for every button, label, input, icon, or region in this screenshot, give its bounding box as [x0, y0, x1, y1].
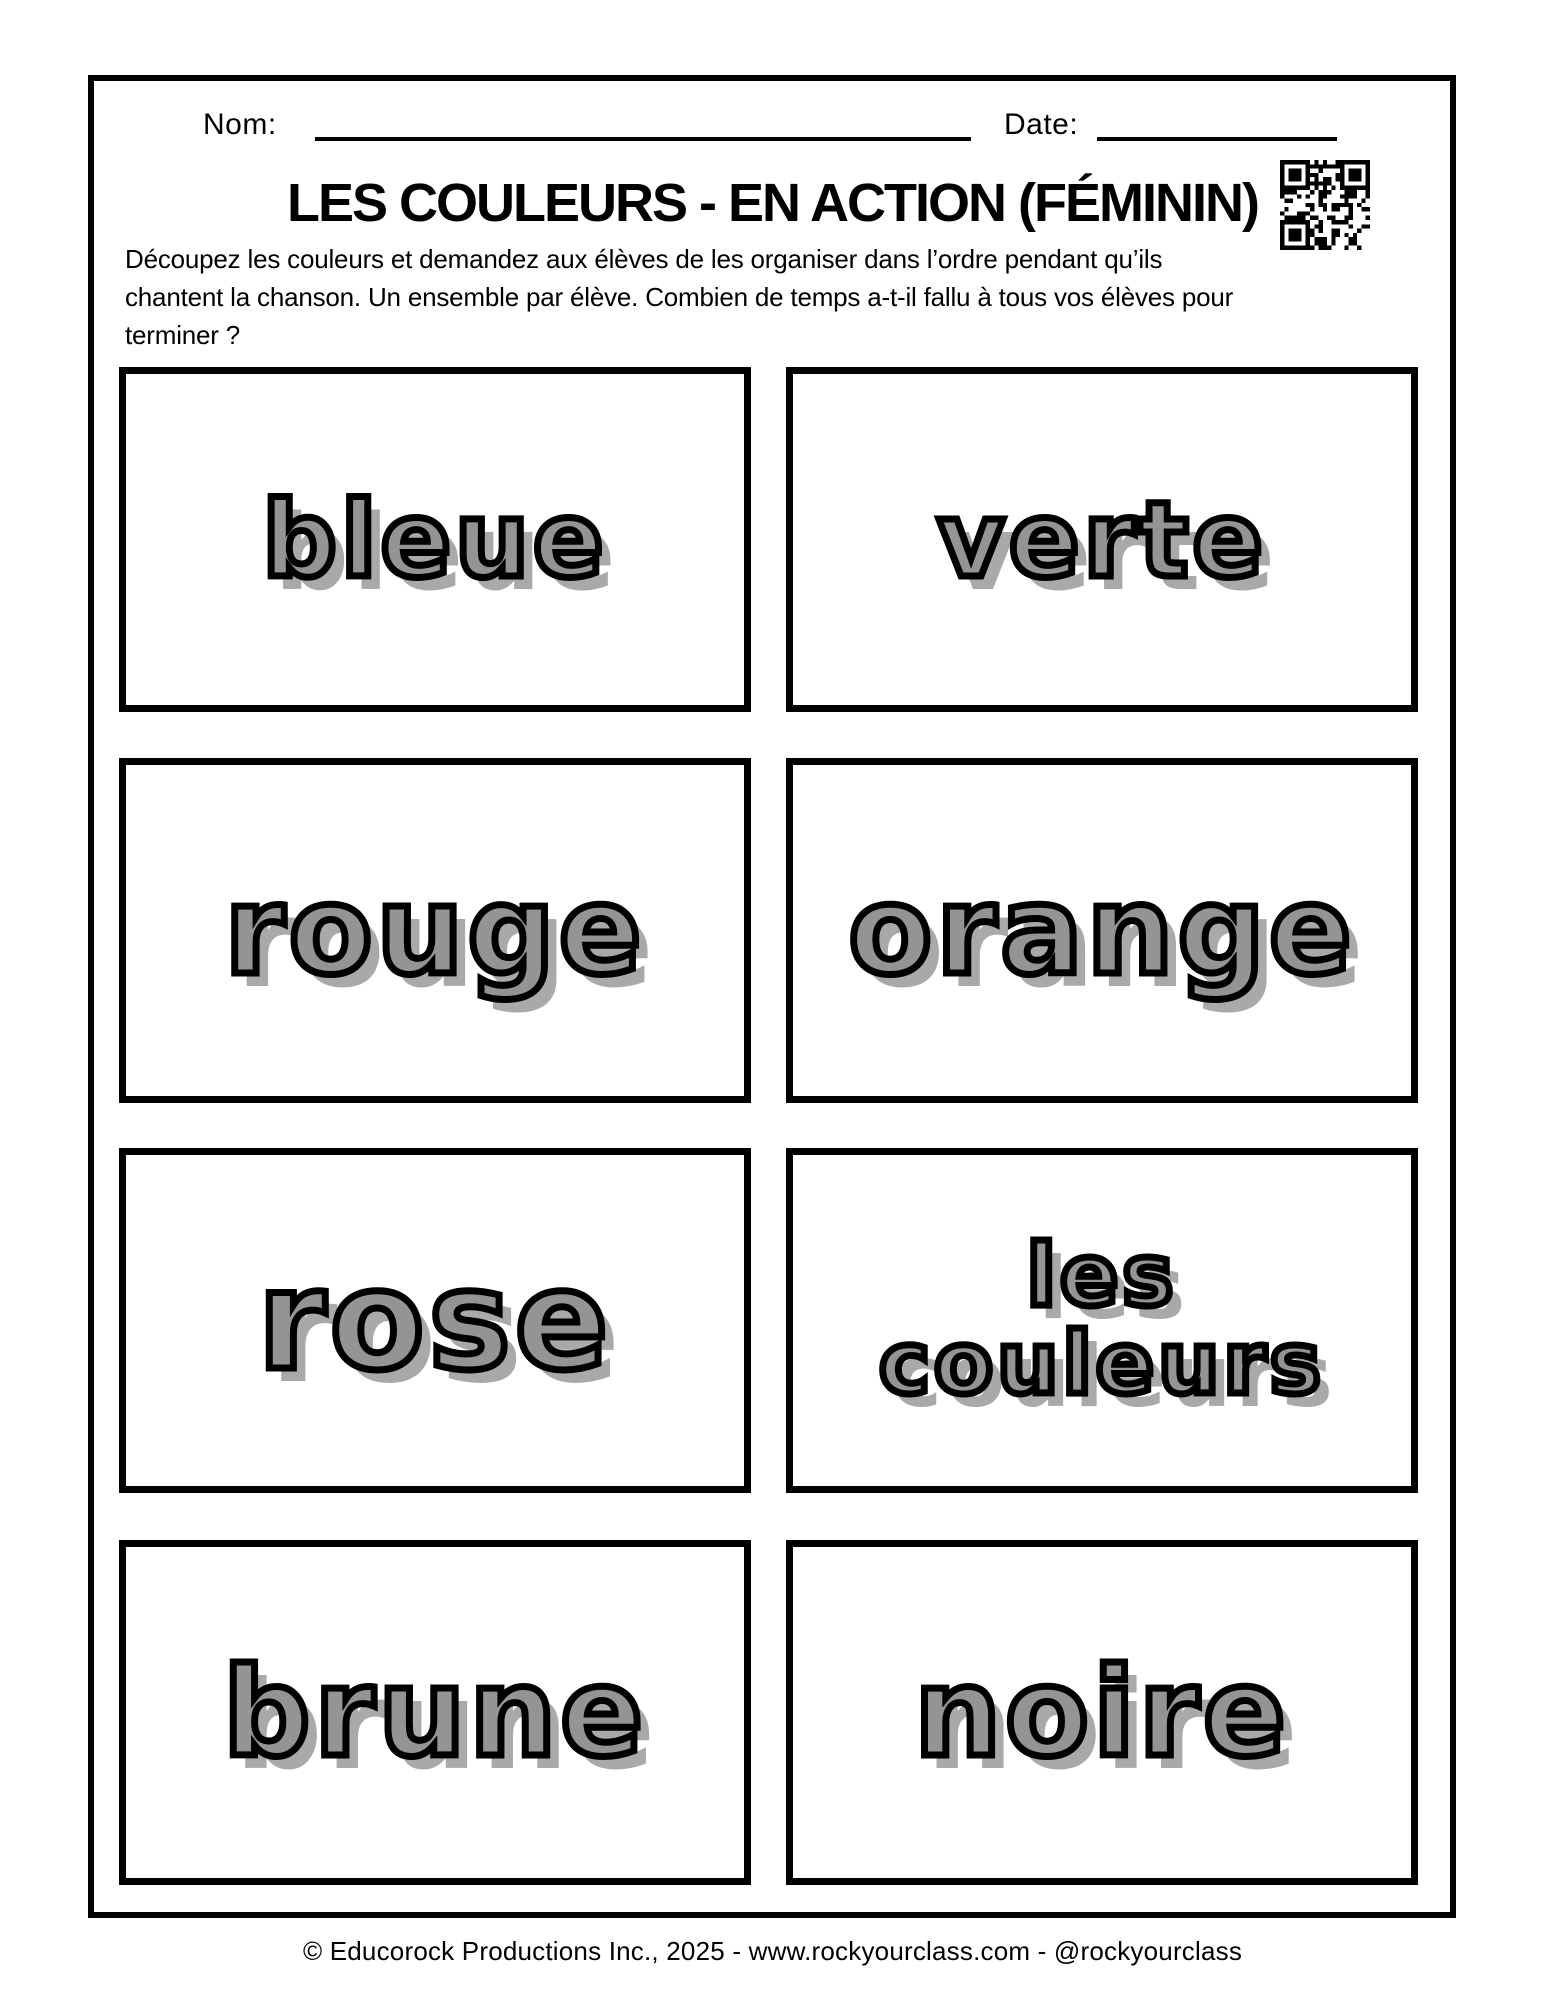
date-label: Date: [1004, 108, 1079, 141]
name-label: Nom: [203, 108, 277, 141]
flashcard-rose [119, 1148, 751, 1493]
flashcard-brune [119, 1540, 751, 1885]
date-blank-line [1097, 137, 1337, 141]
instructions-line: Découpez les couleurs et demandez aux élèves de les organiser dans l’ordre pendant qu’ils [125, 244, 1163, 274]
flashcard-word: rose [257, 1239, 613, 1401]
flashcard-word: bleue [262, 478, 608, 601]
instructions-line: chantent la chanson. Un ensemble par élève. Combien de temps a-t-il fallu à tous vos élèves pour [125, 282, 1234, 312]
page-title: LES COULEURS - EN ACTION (FÉMININ) [287, 173, 1258, 233]
flashcard-word: brune [223, 1641, 647, 1784]
instructions-line: terminer ? [125, 320, 241, 350]
flashcard-rouge [119, 758, 751, 1103]
flashcard-verte [786, 367, 1418, 712]
flashcard-word: rouge [224, 859, 646, 1002]
flashcard-word: noire [914, 1641, 1290, 1784]
flashcard-word: verte [937, 478, 1267, 601]
qr-code-icon [1280, 160, 1370, 250]
flashcard-word: orange [848, 859, 1356, 1002]
flashcard-word: les couleurs [879, 1225, 1325, 1414]
flashcard-les-couleurs [786, 1148, 1418, 1493]
name-blank-line [315, 137, 971, 141]
instructions-text [125, 240, 1435, 354]
flashcard-bleue [119, 367, 751, 712]
copyright-footer: © Educorock Productions Inc., 2025 - www.rockyourclass.com - @rockyourclass [302, 1936, 1243, 1966]
flashcard-noire [786, 1540, 1418, 1885]
flashcard-orange [786, 758, 1418, 1103]
